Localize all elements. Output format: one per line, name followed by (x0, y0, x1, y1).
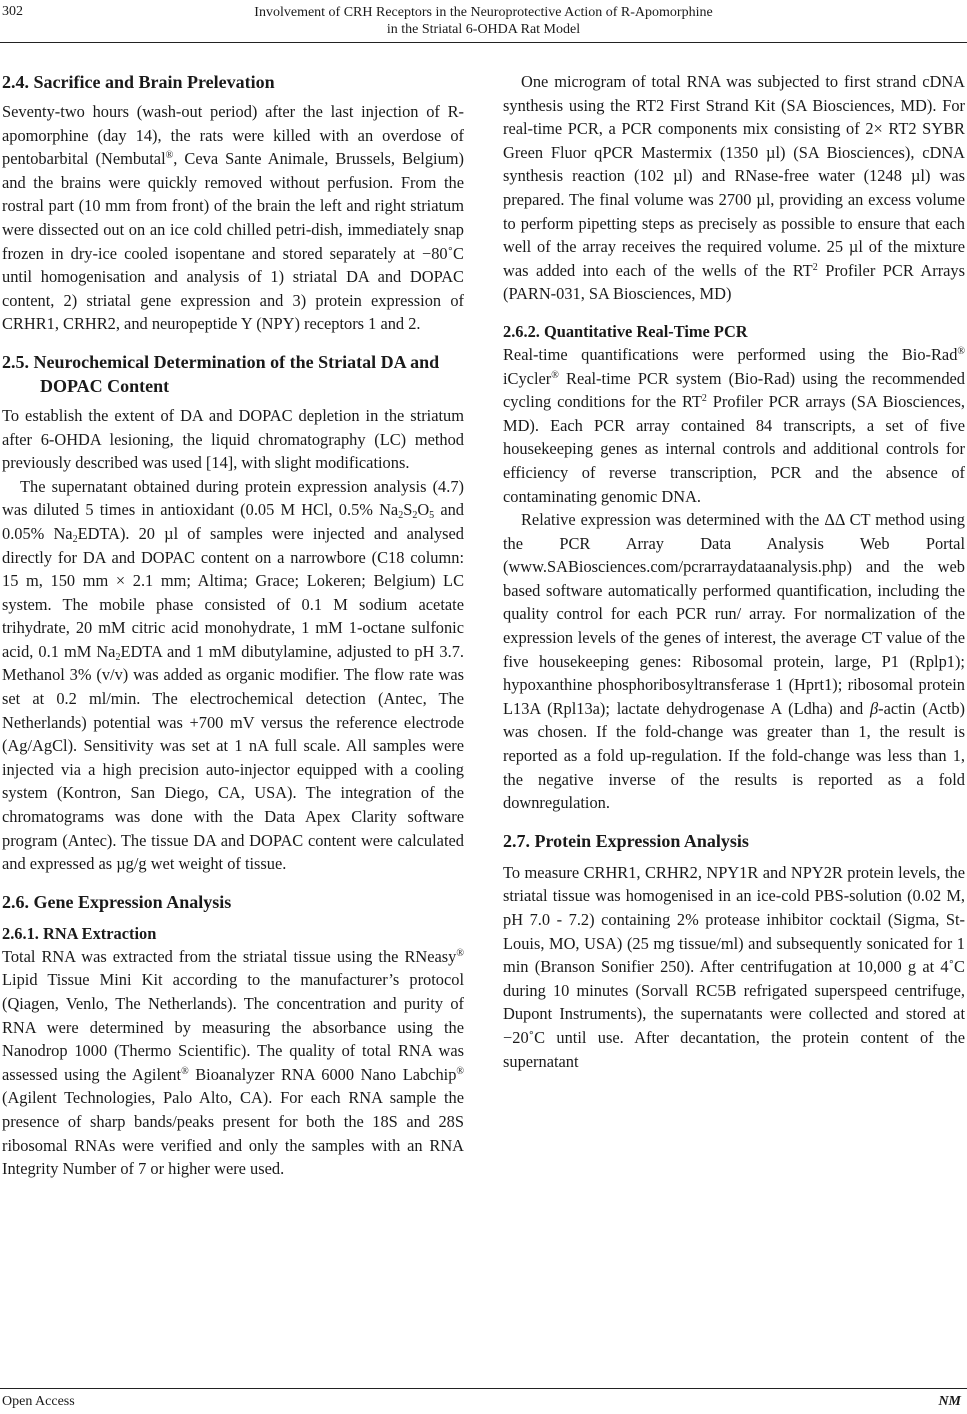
header-rule (0, 42, 967, 43)
paragraph-lc-method: The supernatant obtained during protein expression analysis (4.7) was diluted 5 times in antioxidant (0.05 M HCl, 0.5% $Na_2S_2O_5$ and 0.05% $Na_2EDTA$). 20 µl of samples were injected and analysed directly for DA and DOPAC content on a narrowbore (C18 column: 15 m, 150 mm × 2.1 mm; Altima; Grace; Lokeren; Belgium) LC system. The mobile phase consisted of 0.1 M sodium acetate trihydrate, 20 mM citric acid monohydrate, 1 mM 1-octane sulfonic acid, 0.1 mM $Na_2EDTA$ and 1 mM dibutylamine, adjusted to pH 3.7. Methanol 3% (v/v) was added as organic modifier. The flow rate was set at 0.2 ml/min. The electrochemical detection (Antec, The Netherlands) potential was +700 mV versus the reference electrode (Ag/AgCl). Sensitivity was set at 1 nA full scale. All samples were injected via a high precision auto-injector equipped with a cooling system (Kontron, San Diego, CA, USA). The integration of the chromatograms was done with the Data Apex Clarity software program (Antec). The tissue DA and DOPAC content were calculated and expressed as µg/g wet weight of tissue. (2, 476, 464, 874)
footer-rule (0, 1388, 967, 1389)
paragraph-protein-expression: To measure CRHR1, CRHR2, NPY1R and NPY2R protein levels, the striatal tissue was homogenised in an ice-cold PBS-solution (0.02 M, pH 7.0 - 7.2) containing 2% protease inhibitor cocktail (Sigma, St-Louis, MO, USA) (25 mg tissue/ml) and subsequently sonicated for 1 min (Branson Sonifier 250). After centrifugation at 10,000 g at 4˚C during 10 minutes (Sorvall RC5B refrigated superspeed centrifuge, Dupont Instruments), the supernatants were collected and stored at −20˚C until use. After decantation, the protein content of the supernatant (503, 862, 965, 1071)
running-title-line2: in the Striatal 6-OHDA Rat Model (386, 22, 581, 37)
section-heading-2-7: 2.7. Protein Expression Analysis (503, 830, 749, 851)
left-column (2, 70, 464, 1380)
section-heading-2-5: 2.5. Neurochemical Determination of the Striatal DA and DOPAC Content (2, 351, 440, 396)
paragraph-cdna-synthesis: One microgram of total RNA was subjected to first strand cDNA synthesis using the RT2 First Strand Kit (SA Biosciences, MD). For real-time PCR, a PCR components mix consisting of 2× RT2 SYBR Green Fluor qPCR Mastermix (1350 µl) (SA Biosciences), cDNA synthesis reaction (102 µl) and RNase-free water (1248 µl) was prepared. The final volume was 2700 µl, providing an excess volume to perform pipetting steps as precisely as possible to ensure that each well of the array receives the required volume. 25 µl of the mixture was added into each of the wells of the $RT^2$ Profiler PCR Arrays (PARN-031, SA Biosciences, MD) (503, 72, 965, 304)
paragraph-sacrifice: Seventy-two hours (wash-out period) after the last injection of R-apomorphine (day 14), the rats were killed with an overdose of pentobarbital (Nembutal®, Ceva Sante Animale, Brussels, Belgium) and the brains were quickly removed without perfusion. From the rostral part (10 mm from front) of the brain the left and right striatum were dissected out on an ice cold chilled petri-dish, immediately snap frozen in dry-ice cooled isopentane and stored separately at −80˚C until homogenisation and analysis of 1) striatal DA and DOPAC content, 2) striatal gene expression and 3) protein expression of CRHR1, CRHR2, and neuropeptide Y (NPY) receptors 1 and 2. (2, 102, 464, 334)
subsection-heading-2-6-2: 2.6.2. Quantitative Real-Time PCR (503, 321, 748, 341)
page-footer (0, 1388, 967, 1414)
paragraph-rna-extraction: Total RNA was extracted from the striatal tissue using the RNeasy® Lipid Tissue Mini Kit according to the manufacturer’s protocol (Qiagen, Venlo, The Netherlands). The concentration and purity of RNA were determined by measuring the absorbance using the Nanodrop 1000 (Thermo Scientific). The quality of total RNA was assessed using the Agilent® Bioanalyzer RNA 6000 Nano Labchip® (Agilent Technologies, Palo Alto, CA). For each RNA sample the presence of sharp bands/peaks present for both the 18S and 28S ribosomal RNAs were verified and only the samples with an RNA Integrity Number of 7 or higher were used. (2, 946, 464, 1179)
journal-abbreviation: NM (938, 1394, 961, 1409)
paragraph-lc-intro: To establish the extent of DA and DOPAC depletion in the striatum after 6-OHDA lesioning, the liquid chromatography (LC) method previously described was used [14], with slight modifications. (2, 405, 464, 473)
page-header (0, 0, 967, 50)
running-title-line1: Involvement of CRH Receptors in the Neuroprotective Action of R-Apomorphine (254, 5, 713, 20)
open-access-label: Open Access (2, 1394, 75, 1409)
subsection-heading-2-6-1: 2.6.1. RNA Extraction (2, 923, 157, 943)
paragraph-realtime-pcr: Real-time quantifications were performed using the Bio-Rad® iCycler® Real-time PCR system (Bio-Rad) using the recommended cycling conditions for the $RT^2$ Profiler PCR arrays (SA Biosciences, MD). Each PCR array contained 84 transcripts, a set of five housekeeping genes as internal controls and additional controls for efficiency of reverse transcription, PCR and the absence of contaminating genomic DNA. (503, 344, 965, 506)
running-title (150, 4, 817, 38)
paragraph-relative-expression: Relative expression was determined with the ΔΔ CT method using the PCR Array Data Analysis Web Portal (www.SABiosciences.com/pcrarraydataanalysis.php) and the web based software automatically performed quantification, including the quality control for each PCR run/ array. For normalization of the expression levels of the genes of interest, the average CT value of the five housekeeping genes: Ribosomal protein, large, P1 (Rplp1); hypoxanthine phosphoribosyltransferase 1 (Hprt1); ribosomal protein L13A (Rpl13a); lactate dehydrogenase A (Ldha) and β-actin (Actb) was chosen. If the fold-change was greater than 1, the result is reported as a fold up-regulation. If the fold-change was less than 1, the negative inverse of the results is reported as a fold downregulation. (503, 510, 965, 813)
section-heading-2-6: 2.6. Gene Expression Analysis (2, 891, 232, 912)
right-column (503, 70, 965, 1380)
page-number: 302 (2, 4, 23, 19)
section-heading-2-4: 2.4. Sacrifice and Brain Prelevation (2, 72, 275, 92)
